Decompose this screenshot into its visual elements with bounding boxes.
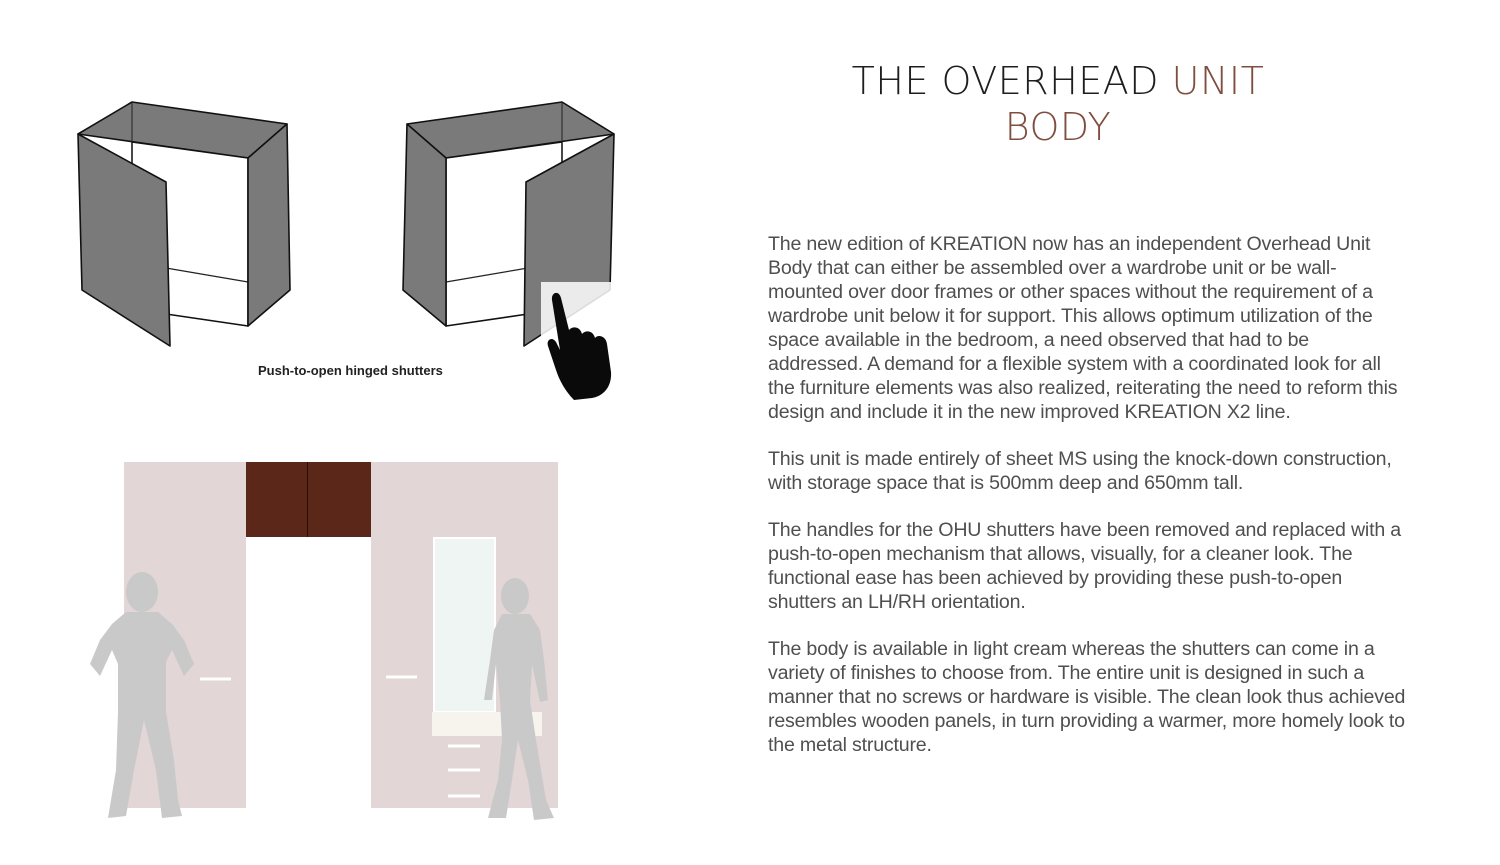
pointing-hand-icon [541,282,627,408]
wardrobe-left-panel [124,462,246,808]
overhead-unit-right-shutter [308,462,371,537]
wardrobe-illustration [90,462,558,820]
paragraph-finishes: The body is available in light cream whereas the shutters can come in a variety of finishes to choose from. The entire unit is designed in such a manner that no screws or hardware is visible. The clean look thus achieved resembles wooden panels, in turn providing a warmer, more homely look to the metal structure. [768,638,1406,756]
right-cabinet-interior [446,142,562,326]
paragraph-handles: The handles for the OHU shutters have been removed and replaced with a push-to-open mechanism that allows, visually, for a cleaner look. The functional ease has been achieved by providing these push-to-open shutters an LH/RH orientation. [768,519,1401,613]
door-opening [246,537,371,808]
page-title [800,58,1316,150]
mirror-panel [434,538,495,712]
right-cabinet [403,102,614,346]
left-cabinet-interior [132,142,248,326]
title-second-line: BODY [1004,105,1112,149]
paragraph-construction: This unit is made entirely of sheet MS using the knock-down construction, with storage space that is 500mm deep and 650mm tall. [768,448,1392,494]
description-text [768,232,1408,780]
overhead-unit-left-shutter [246,462,307,537]
left-cabinet-side [248,124,290,326]
left-cabinet [78,102,290,346]
right-cabinet-door [524,134,614,346]
paragraph-intro: The new edition of KREATION now has an independent Overhead Unit Body that can either be assembled over a wardrobe unit or be wall-mounted over door frames or other spaces without the requirement of a wardrobe unit below it for support. This allows optimum utilization of the space available in the bedroom, a need observed that had to be addressed. A demand for a flexible system with a coordinated look for all the furniture elements was also realized, reiterating the need to reform this design and include it in the new improved KREATION X2 line. [768,233,1398,423]
right-cabinet-top [407,102,614,158]
person-silhouette-right [484,578,554,820]
left-cabinet-top [78,102,287,158]
title-accent-text: UNIT [1171,59,1265,103]
title-dark-text: THE OVERHEAD [851,59,1160,103]
mirror-shelf [432,712,542,736]
right-cabinet-side [403,124,446,326]
left-cabinet-door [78,134,170,346]
illustration-caption: Push-to-open hinged shutters [258,363,443,378]
person-silhouette-left [90,572,194,818]
wardrobe-right-panel [371,462,558,808]
